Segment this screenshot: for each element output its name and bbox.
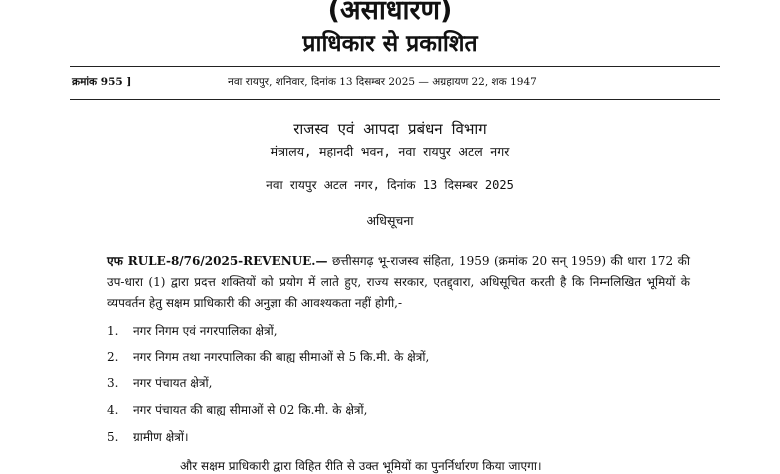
- list-text: नगर पंचायत की बाह्य सीमाओं से 02 कि.मी. के क्षेत्रों,: [133, 403, 368, 417]
- list-number: 1.: [107, 324, 119, 338]
- list-item: [107, 401, 667, 418]
- list-text: नगर निगम तथा नगरपालिका की बाह्य सीमाओं से 5 कि.मी. के क्षेत्रों,: [133, 350, 430, 364]
- top-divider: [70, 66, 720, 67]
- list-item: [107, 348, 667, 365]
- department-address: मंत्रालय, महानदी भवन, नवा रायपुर अटल नगर: [270, 144, 510, 159]
- publication-date: नवा रायपुर, शनिवार, दिनांक 13 दिसम्बर 2025 — अग्रहायण 22, शक 1947: [228, 76, 537, 88]
- notification-date: नवा रायपुर अटल नगर, दिनांक 13 दिसम्बर 2025: [266, 178, 514, 192]
- list-text: नगर निगम एवं नगरपालिका क्षेत्रों,: [133, 324, 278, 338]
- list-text: ग्रामीण क्षेत्रों।: [133, 430, 189, 444]
- list-number: 5.: [107, 430, 119, 444]
- list-item: [107, 374, 667, 391]
- notification-paragraph: [107, 251, 690, 314]
- bottom-divider: [70, 99, 720, 100]
- list-item: [107, 428, 667, 445]
- list-number: 3.: [107, 376, 119, 390]
- paragraph-text: छत्तीसगढ़ भू-राजस्व संहिता, 1959 (क्रमांक 20 सन् 1959) की धारा 172 की उप-धारा (1) द्वारा प्रदत्त शक्तियों को प्रयोग में लाते हुए, राज्य सरकार, एतद्द्वारा, अधिसूचित करती है कि निम्नलिखित भूमियों के व्यपवर्तन हेतु सक्षम प्राधिकारी की अनुज्ञा की आवश्यकता नहीं होगी,-: [107, 254, 690, 310]
- list-number: 2.: [107, 350, 119, 364]
- gazette-extraordinary-title: (असाधारण): [327, 0, 453, 26]
- list-text: नगर पंचायत क्षेत्रों,: [133, 376, 213, 390]
- gazette-authority-title: प्राधिकार से प्रकाशित: [302, 31, 478, 57]
- list-item: [107, 322, 667, 339]
- list-number: 4.: [107, 403, 119, 417]
- reference-number: एफ RULE-8/76/2025-REVENUE.—: [107, 254, 328, 268]
- closing-sentence: और सक्षम प्राधिकारी द्वारा विहित रीति से उक्त भूमियों का पुनर्निर्धारण किया जाएगा।: [180, 459, 542, 473]
- gazette-info-line: [72, 75, 722, 89]
- serial-number: क्रमांक 955 ]: [72, 76, 132, 88]
- department-name: राजस्व एवं आपदा प्रबंधन विभाग: [293, 120, 487, 138]
- notification-heading: अधिसूचना: [366, 213, 414, 228]
